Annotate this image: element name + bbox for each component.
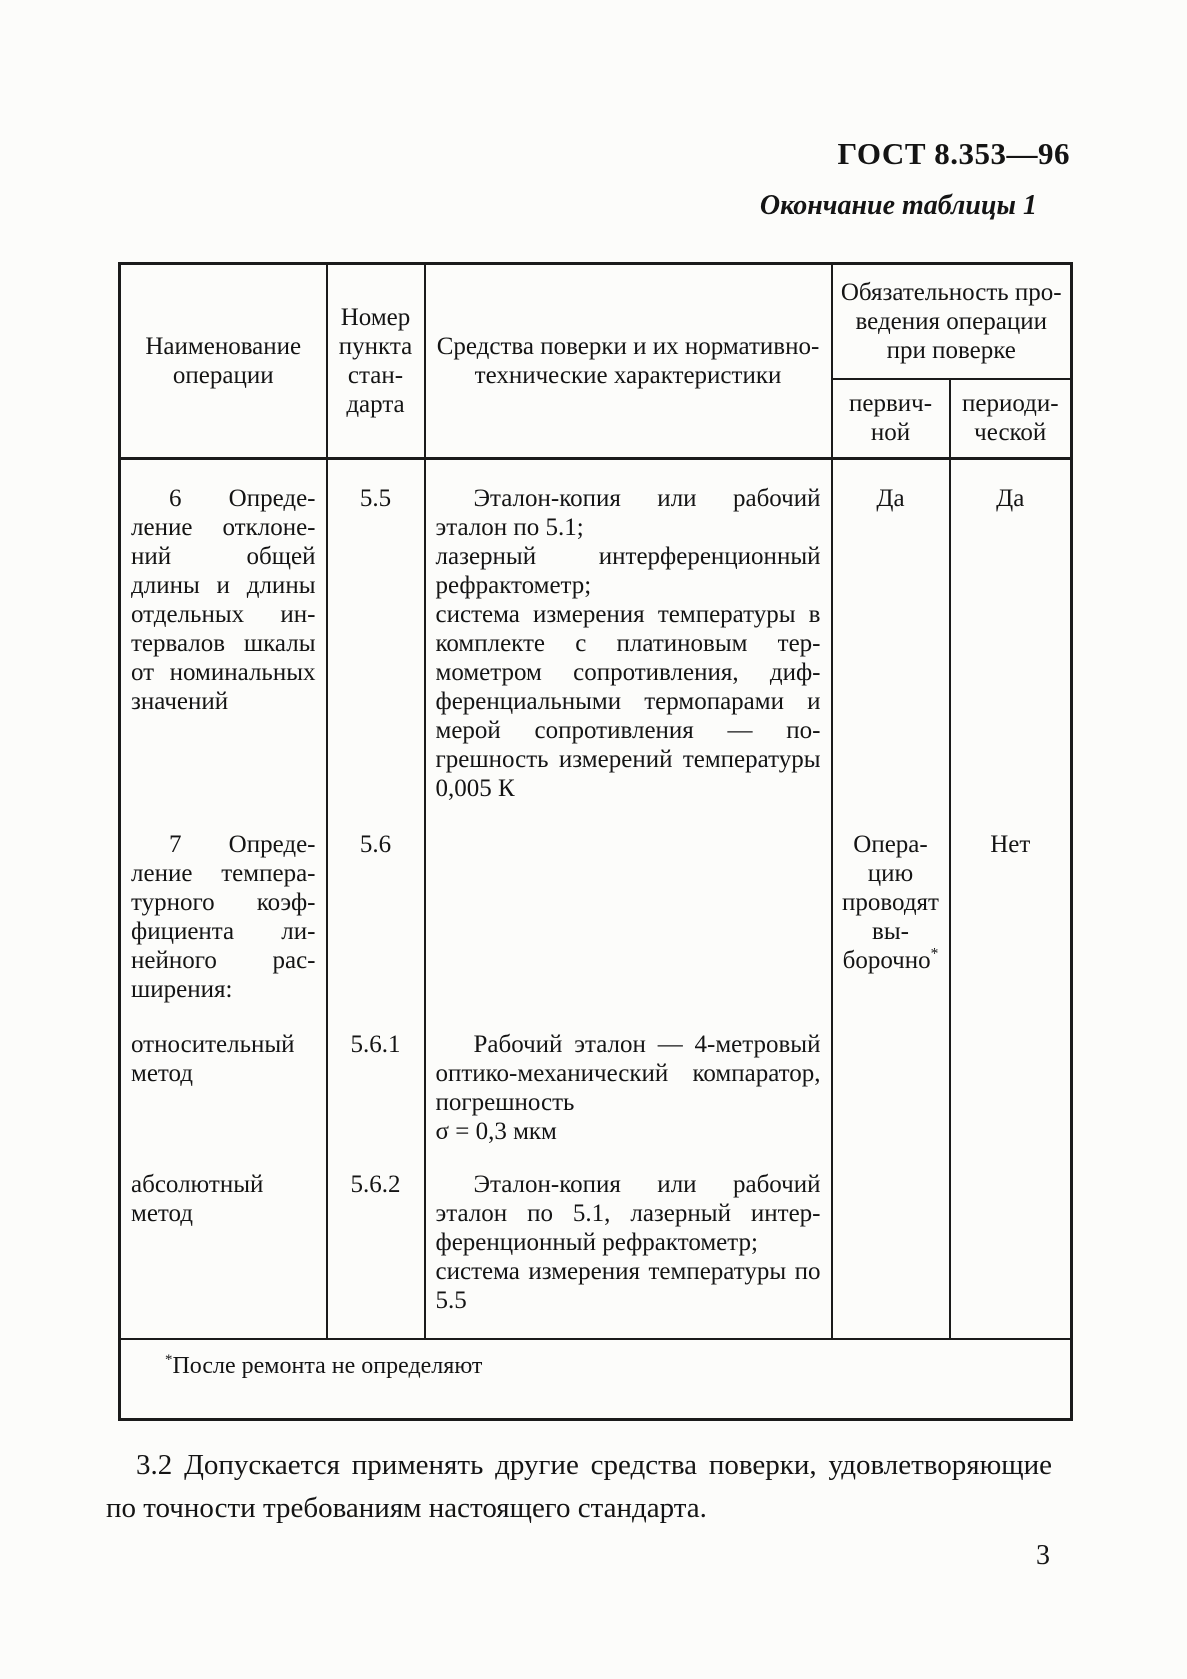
cell-means	[425, 824, 832, 1024]
col-header-primary: первичной	[832, 379, 950, 459]
means-paragraph: Эталон-копия или рабочий эталон по 5.1;	[435, 485, 821, 541]
cell-clause-number: 5.5	[327, 459, 425, 824]
footnote-ref-marker: *	[930, 945, 939, 963]
cell-periodic: Нет	[950, 824, 1072, 1024]
table-header-row-1	[120, 264, 1072, 379]
means-paragraph: система измерения температуры по 5.5	[435, 1257, 821, 1314]
cell-primary	[832, 1024, 950, 1164]
col-header-mandatory: Обязательность проведения операции при поверке	[832, 264, 1072, 379]
footnote-text: После ремонта не определяют	[172, 1352, 483, 1379]
col-header-clause-number: Номер пункта стандарта	[327, 264, 425, 459]
col-header-periodic: периодической	[950, 379, 1072, 459]
cell-primary: Да	[832, 459, 950, 824]
table-header	[120, 264, 1072, 459]
cell-clause-number: 5.6.2	[327, 1164, 425, 1339]
footnote-marker: *	[165, 1351, 173, 1368]
means-paragraph: Рабочий эталон — 4-метровый оптико-механический компаратор, погрешность	[435, 1030, 821, 1116]
cell-operation: относительный метод	[120, 1024, 327, 1164]
cell-means	[425, 1024, 832, 1164]
cell-periodic	[950, 1024, 1072, 1164]
cell-operation: абсолютный метод	[120, 1164, 327, 1339]
means-paragraph: σ = 0,3 мкм	[435, 1117, 557, 1145]
doc-number: ГОСТ 8.353—96	[837, 136, 1070, 171]
table-caption: Окончание таблицы 1	[759, 190, 1037, 221]
table-foot	[120, 1339, 1072, 1420]
table-body	[120, 459, 1072, 1339]
cell-operation: 7 Определение температурного коэффициента линейного расширения:	[120, 824, 327, 1024]
table-footnote	[120, 1339, 1072, 1420]
cell-clause-number: 5.6	[327, 824, 425, 1024]
cell-periodic: Да	[950, 459, 1072, 824]
footnote-row	[120, 1339, 1072, 1420]
cell-primary: Операцию проводят выборочно*	[832, 824, 950, 1024]
col-header-means: Средства поверки и их нормативно-технические характеристики	[425, 264, 832, 459]
col-header-operation: Наименование операции	[120, 264, 327, 459]
means-paragraph: лазерный интерференционный рефрактометр;	[435, 543, 821, 599]
cell-periodic	[950, 1164, 1072, 1339]
cell-clause-number: 5.6.1	[327, 1024, 425, 1164]
means-paragraph: Эталон-копия или рабочий эталон по 5.1, лазерный интерференционный рефрактометр;	[435, 1170, 821, 1256]
table-row	[120, 1024, 1072, 1164]
table-row	[120, 459, 1072, 824]
verification-operations-table	[118, 262, 1073, 1421]
means-paragraph: система измерения температуры в комплекте с платиновым термометром сопротивления, дифференциальными термопарами и мерой сопротивления — погрешность измерений температуры 0,005 К	[435, 601, 821, 802]
page-number: 3	[1036, 1540, 1050, 1571]
table-row	[120, 1164, 1072, 1339]
paragraph-3-2: 3.2 Допускается применять другие средства поверки, удовлетворяющие по точности требованиям настоящего стандарта.	[106, 1449, 1052, 1524]
cell-means	[425, 459, 832, 824]
cell-means	[425, 1164, 832, 1339]
table-row	[120, 824, 1072, 1024]
cell-operation: 6 Определение отклонений общей длины и длины отдельных интервалов шкалы от номинальных значений	[120, 459, 327, 824]
cell-primary	[832, 1164, 950, 1339]
